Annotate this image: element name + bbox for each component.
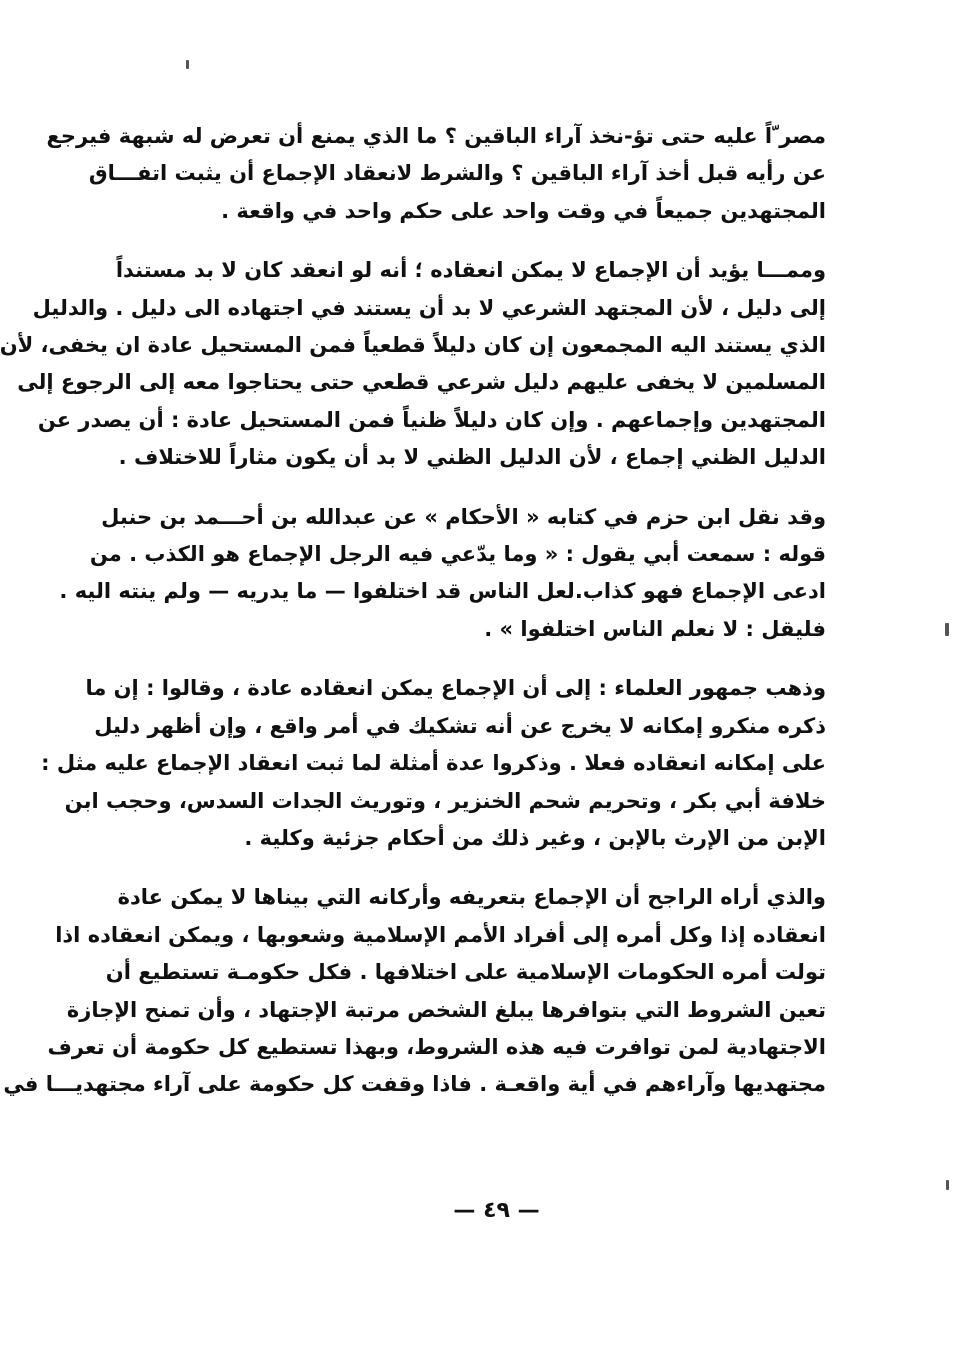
text-line: انعقاده إذا وكل أمره إلى أفراد الأمم الإسلامية وشعوبها ، ويمكن انعقاده اذا bbox=[55, 922, 826, 947]
paragraph-4 bbox=[41, 670, 826, 857]
text-line: على إمكانه انعقاده فعلا . وذكروا عدة أمثلة لما ثبت انعقاد الإجماع عليه مثل : bbox=[41, 751, 826, 776]
text-line: ادعى الإجماع فهو كذاب.لعل الناس قد اختلفوا — ما يدريه — ولم ينته اليه . bbox=[59, 579, 826, 604]
paragraph-1 bbox=[46, 118, 826, 230]
text-line: إلى دليل ، لأن المجتهد الشرعي لا بد أن يستند في اجتهاده الى دليل . والدليل bbox=[32, 295, 826, 320]
text-line: ذكره منكرو إمكانه لا يخرج عن أنه تشكيك في أمر واقع ، وإن أظهر دليل bbox=[94, 713, 826, 738]
text-line: وذهب جمهور العلماء : إلى أن الإجماع يمكن انعقاده عادة ، وقالوا : إن ما bbox=[85, 676, 826, 701]
text-line: عن رأيه قبل أخذ آراء الباقين ؟ والشرط لانعقاد الإجماع أن يثبت اتفـــاق bbox=[88, 161, 826, 186]
text-line: مجتهديها وآراءهم في أية واقعـة . فاذا وقفت كل حكومة على آراء مجتهديـــا في bbox=[3, 1072, 826, 1097]
text-line: الاجتهادية لمن توافرت فيه هذه الشروط، وبهذا تستطيع كل حكومة أن تعرف bbox=[47, 1034, 826, 1059]
text-line: المسلمين لا يخفى عليهم دليل شرعي قطعي حتى يحتاجوا معه إلى الرجوع إلى bbox=[17, 370, 826, 395]
scan-speck bbox=[946, 1180, 949, 1190]
text-line: قوله : سمعت أبي يقول : « وما يدّعي فيه الرجل الإجماع هو الكذب . من bbox=[89, 542, 826, 567]
text-line: المجتهدين وإجماعهم . وإن كان دليلاً ظنياً فمن المستحيل عادة : أن يصدر عن bbox=[37, 407, 826, 432]
paragraph-2 bbox=[0, 252, 826, 476]
paragraph-5 bbox=[3, 879, 826, 1103]
text-line: وقد نقل ابن حزم في كتابه « الأحكام » عن عبدالله بن أحـــمد بن حنبل bbox=[101, 504, 826, 529]
text-line: والذي أراه الراجح أن الإجماع بتعريفه وأركانه التي بيناها لا يمكن عادة bbox=[117, 885, 826, 910]
text-line: الإبن من الإرث بالإبن ، وغير ذلك من أحكام جزئية وكلية . bbox=[244, 825, 826, 850]
page-number: — ٤٩ — bbox=[453, 1198, 540, 1223]
text-line: خلافة أبي بكر ، وتحريم شحم الخنزير ، وتوريث الجدات السدس، وحجب ابن bbox=[64, 788, 826, 813]
text-line: تعين الشروط التي بتوافرها يبلغ الشخص مرتبة الإجتهاد ، وأن تمنح الإجازة bbox=[66, 997, 826, 1022]
text-line: فليقل : لا نعلم الناس اختلفوا » . bbox=[484, 616, 826, 641]
text-line: الذي يستند اليه المجمعون إن كان دليلاً قطعياً فمن المستحيل عادة ان يخفى، لأن bbox=[0, 333, 826, 358]
scan-speck bbox=[945, 623, 949, 636]
paragraph-3 bbox=[59, 499, 826, 649]
body-text bbox=[0, 118, 826, 1104]
scan-speck bbox=[186, 60, 189, 69]
text-line: مصر ّاً عليه حتى تؤ-نخذ آراء الباقين ؟ ما الذي يمنع أن تعرض له شبهة فيرجع bbox=[46, 124, 826, 148]
text-line: تولت أمره الحكومات الإسلامية على اختلافها . فكل حكومـة تستطيع أن bbox=[105, 960, 826, 985]
text-line: وممـــا يؤيد أن الإجماع لا يمكن انعقاده ؛ أنه لو انعقد كان لا بد مستنداً bbox=[115, 258, 826, 283]
text-line: المجتهدين جميعاً في وقت واحد على حكم واحد في واقعة . bbox=[221, 198, 826, 223]
text-line: الدليل الظني إجماع ، لأن الدليل الظني لا بد أن يكون مثاراً للاختلاف . bbox=[118, 445, 826, 470]
